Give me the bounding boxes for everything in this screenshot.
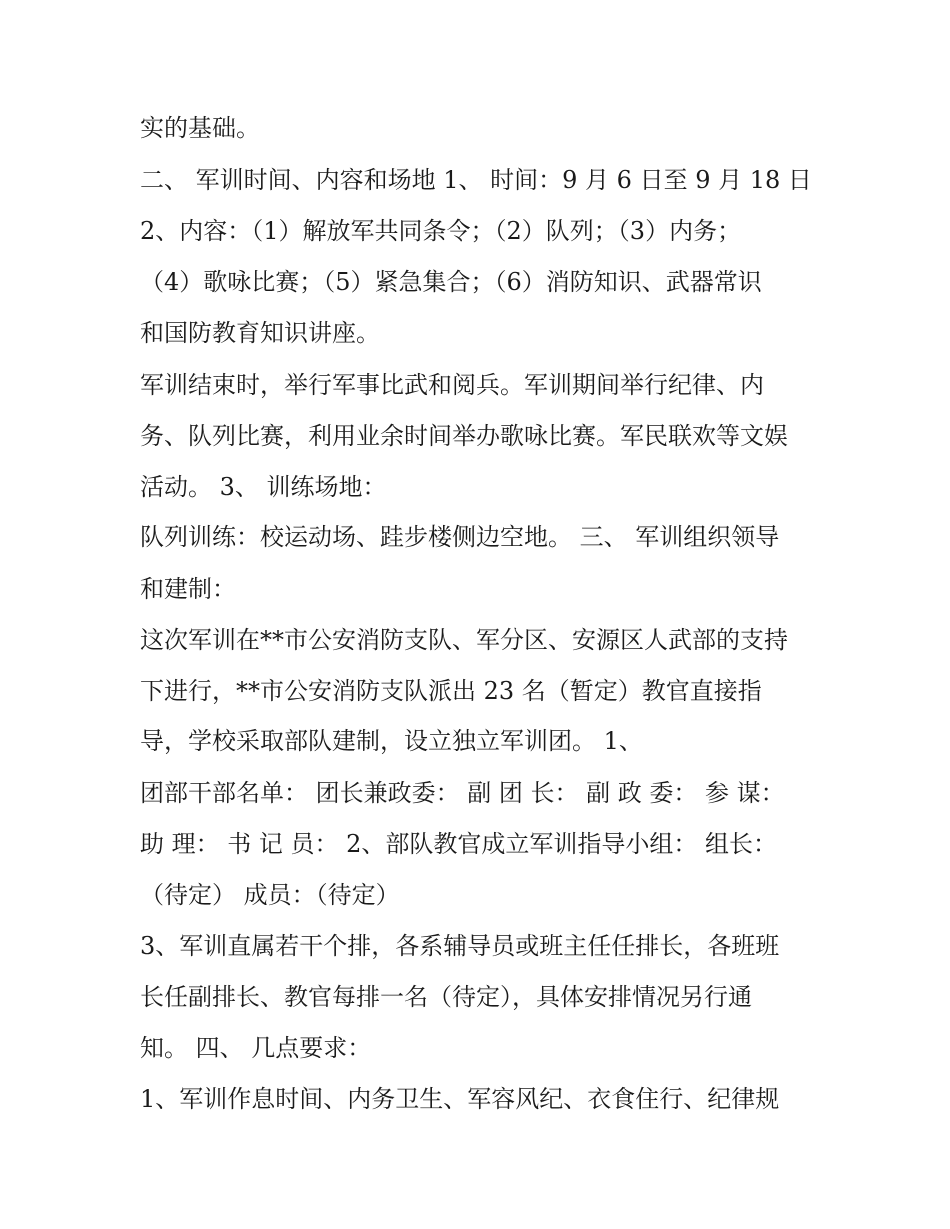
text-line: 和建制： <box>140 575 236 603</box>
text-line: （待定） 成员：（待定） <box>140 881 400 909</box>
text-line: （4）歌咏比赛；（5）紧急集合；（6）消防知识、武器常识 <box>140 268 762 296</box>
text-line: 军训结束时，举行军事比武和阅兵。军训期间举行纪律、内 <box>140 371 764 399</box>
text-line: 实的基础。 <box>140 114 260 142</box>
text-line: 务、队列比赛，利用业余时间举办歌咏比赛。军民联欢等文娱 <box>140 422 788 450</box>
text-line: 二、 军训时间、内容和场地 1、 时间：9 月 6 日至 9 月 18 日 <box>140 166 812 194</box>
text-line: 1、军训作息时间、内务卫生、军容风纪、衣食住行、纪律规 <box>140 1085 780 1113</box>
text-line: 长任副排长、教官每排一名（待定），具体安排情况另行通 <box>140 983 752 1011</box>
text-line: 助 理： 书 记 员： 2、部队教官成立军训指导小组： 组长： <box>140 830 778 858</box>
text-line: 导，学校采取部队建制，设立独立军训团。 1、 <box>140 727 643 755</box>
text-line: 这次军训在**市公安消防支队、军分区、安源区人武部的支持 <box>140 626 788 654</box>
text-line: 2、内容：（1）解放军共同条令；（2）队列；（3）内务； <box>140 217 742 245</box>
text-line: 和国防教育知识讲座。 <box>140 319 380 347</box>
text-line: 活动。 3、 训练场地： <box>140 473 387 501</box>
text-line: 队列训练：校运动场、跬步楼侧边空地。 三、 军训组织领导 <box>140 523 780 551</box>
text-line: 下进行，**市公安消防支队派出 23 名（暂定）教官直接指 <box>140 677 762 705</box>
text-line: 团部干部名单： 团长兼政委： 副 团 长： 副 政 委： 参 谋： <box>140 779 785 807</box>
text-line: 知。 四、 几点要求： <box>140 1034 372 1062</box>
text-line: 3、军训直属若干个排，各系辅导员或班主任任排长，各班班 <box>140 932 780 960</box>
